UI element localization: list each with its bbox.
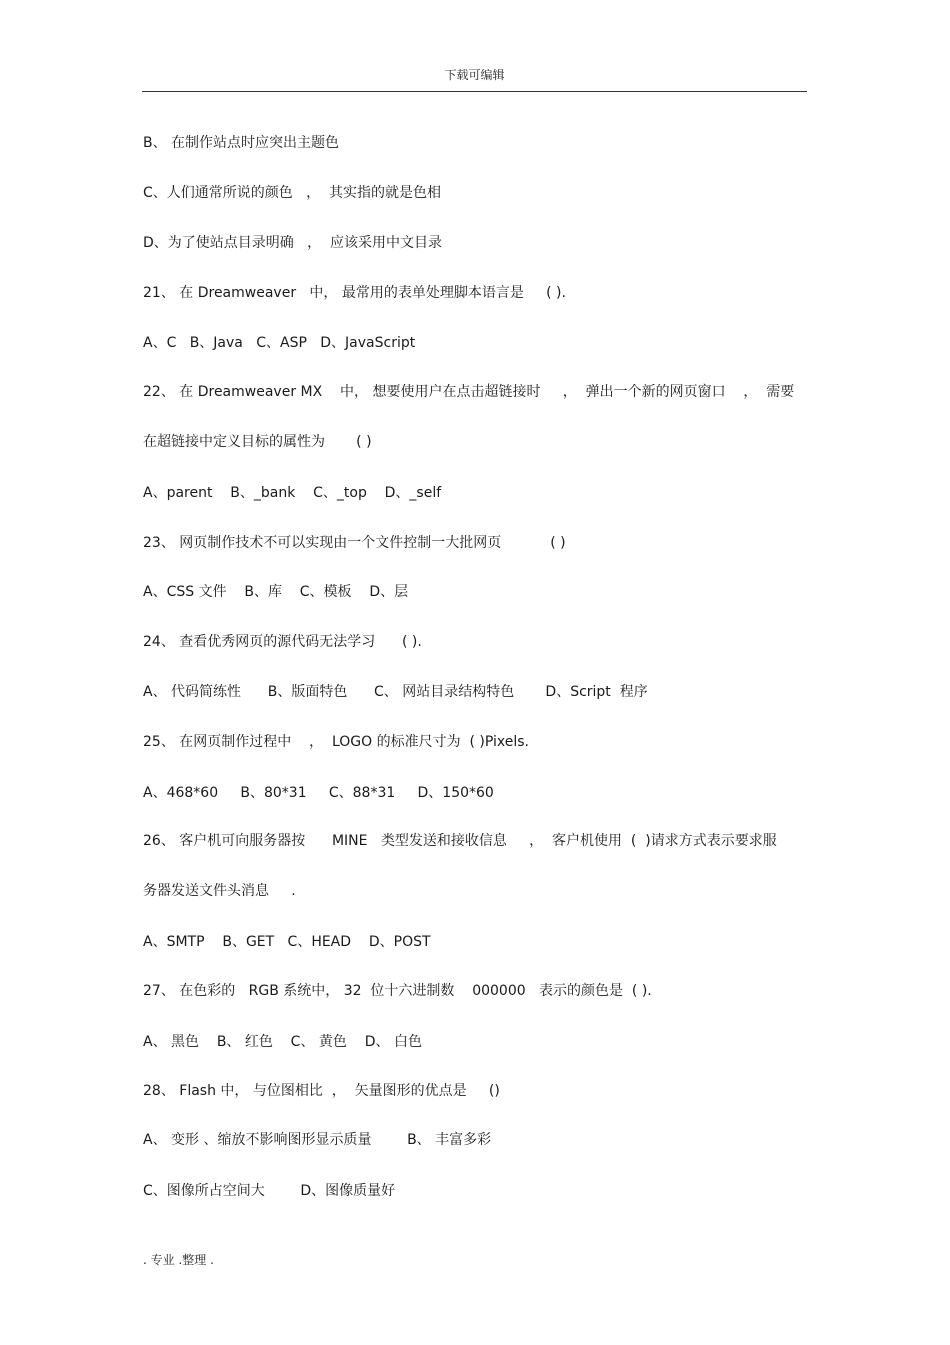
page-header: 下载可编辑 xyxy=(444,68,505,82)
text-line: 25、 在网页制作过程中 ， LOGO 的标准尺寸为 ( )Pixels. xyxy=(143,734,530,750)
text-line: 28、 Flash 中， 与位图相比 ， 矢量图形的优点是 () xyxy=(143,1083,500,1099)
text-line: A、parent B、_bank C、_top D、_self xyxy=(143,485,442,501)
text-line: B、 在制作站点时应突出主题色 xyxy=(143,135,340,151)
text-line: 26、 客户机可向服务器按 MINE 类型发送和接收信息 ， 客户机使用 ( )请求方式表示要求服 xyxy=(143,833,777,849)
text-line: C、人们通常所说的颜色 ， 其实指的就是色相 xyxy=(143,185,442,201)
page-footer: . 专业 .整理 . xyxy=(143,1253,214,1267)
text-line: 21、 在 Dreamweaver 中， 最常用的表单处理脚本语言是 ( ). xyxy=(143,285,566,301)
text-line: 24、 查看优秀网页的源代码无法学习 ( ). xyxy=(143,634,422,650)
text-line: A、468*60 B、80*31 C、88*31 D、150*60 xyxy=(143,785,494,801)
header-divider xyxy=(142,91,807,92)
text-line: A、 变形 、缩放不影响图形显示质量 B、 丰富多彩 xyxy=(143,1132,492,1148)
text-line: A、CSS 文件 B、库 C、模板 D、层 xyxy=(143,584,409,600)
text-line: 在超链接中定义目标的属性为 ( ) xyxy=(143,434,372,450)
text-line: A、C B、Java C、ASP D、JavaScript xyxy=(143,335,416,351)
text-line: A、SMTP B、GET C、HEAD D、POST xyxy=(143,934,431,950)
text-line: 务器发送文件头消息 . xyxy=(143,883,296,899)
text-line: A、 代码简练性 B、版面特色 C、 网站目录结构特色 D、Script 程序 xyxy=(143,684,648,700)
text-line: 27、 在色彩的 RGB 系统中， 32 位十六进制数 000000 表示的颜色是 ( ). xyxy=(143,983,652,999)
text-line: C、图像所占空间大 D、图像质量好 xyxy=(143,1183,396,1199)
text-line: A、 黑色 B、 红色 C、 黄色 D、 白色 xyxy=(143,1034,422,1050)
text-line: 23、 网页制作技术不可以实现由一个文件控制一大批网页 ( ) xyxy=(143,535,566,551)
text-line: 22、 在 Dreamweaver MX 中， 想要使用户在点击超链接时 ， 弹出一个新的网页窗口 ， 需要 xyxy=(143,384,795,400)
text-line: D、为了使站点目录明确 ， 应该采用中文目录 xyxy=(143,235,443,251)
